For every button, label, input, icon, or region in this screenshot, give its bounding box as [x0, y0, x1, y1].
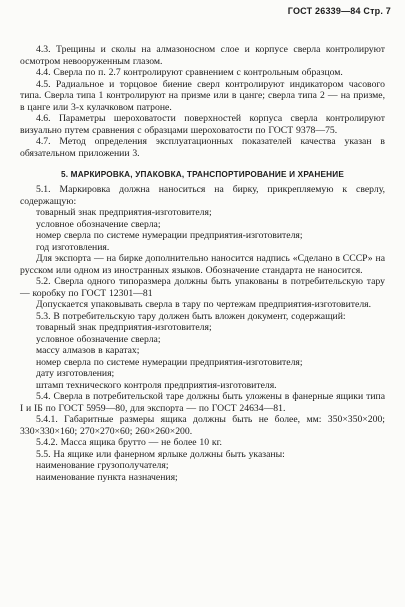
section-5-paragraph: Для экспорта — на бирке дополнительно наносится надпись «Сделано в СССР» на русском или одном из иностранных языков. Обозначение стандарта не наносится.	[20, 253, 385, 276]
section-5-paragraph: 5.1. Маркировка должна наноситься на бирку, прикрепляемую к сверлу, содержащую:	[20, 184, 385, 207]
section-5-paragraph: 5.4.2. Масса ящика брутто — не более 10 кг.	[36, 437, 222, 448]
section-5-paragraph: 5.5. На ящике или фанерном ярлыке должны быть указаны:	[36, 448, 285, 460]
section-5-paragraph: 5.2. Сверла одного типоразмера должны быть упакованы в потребительскую тару — коробку по ГОСТ 12301—81	[20, 276, 385, 299]
section-5-paragraph: номер сверла по системе нумерации предприятия-изготовителя;	[36, 356, 303, 368]
section-5-paragraph: товарный знак предприятия-изготовителя;	[36, 322, 212, 333]
document-body	[0, 44, 405, 607]
section-title: 5. МАРКИРОВКА, УПАКОВКА, ТРАНСПОРТИРОВАНИЕ И ХРАНЕНИЕ	[60, 170, 345, 179]
paragraph-4-7: 4.7. Метод определения эксплуатационных показателей качества указан в обязательном приложении 3.	[20, 136, 385, 159]
section-5-paragraph: товарный знак предприятия-изготовителя;	[36, 207, 212, 218]
paragraph-4-6: 4.6. Параметры шероховатости поверхностей корпуса сверла контролируют визуально путем сравнения с образцами шероховатости по ГОСТ 9378—75.	[20, 113, 385, 136]
section-5-paragraph: 5.3. В потребительскую тару должен быть вложен документ, содержащий:	[36, 310, 346, 322]
page-header: ГОСТ 26339—84 Стр. 7	[287, 6, 391, 16]
section-5-paragraph: 5.4. Сверла в потребительской таре должны быть уложены в фанерные ящики типа I и IБ по ГОСТ 5959—80, для экспорта — по ГОСТ 24634—81.	[20, 391, 385, 414]
section-5-paragraph: условное обозначение сверла;	[36, 333, 161, 345]
section-5-paragraph: 5.4.1. Габаритные размеры ящика должны быть не более, мм: 350×350×200; 330×330×160; 270×270×60; 260×260×200.	[20, 414, 385, 437]
paragraph-4-4: 4.4. Сверла по п. 2.7 контролируют сравнением с контрольным образцом.	[36, 67, 343, 78]
section-5-paragraph: год изготовления.	[36, 241, 110, 253]
paragraph-4-3: 4.3. Трещины и сколы на алмазоносном слое и корпусе сверла контролируют осмотром невооруженным глазом.	[20, 44, 385, 67]
section-5-paragraph: дату изготовления;	[36, 368, 115, 379]
section-5-paragraph: наименование грузополучателя;	[36, 460, 169, 471]
section-5-paragraph: номер сверла по системе нумерации предприятия-изготовителя;	[36, 230, 303, 241]
section-5-body	[0, 184, 405, 483]
section-5-paragraph: условное обозначение сверла;	[36, 218, 161, 230]
paragraph-4-5: 4.5. Радиальное и торцовое биение сверл контролируют индикатором часового типа. Сверла типа 1 контролируют на призме или в цанге; сверла типа 2 — на призме, в цанге или 3-х кулачковом патроне.	[20, 78, 385, 113]
section-5-paragraph: массу алмазов в каратах;	[36, 345, 140, 356]
section-5-paragraph: Допускается упаковывать сверла в тару по чертежам предприятия-изготовителя.	[36, 299, 372, 310]
section-5-paragraph: штамп технического контроля предприятия-изготовителя.	[36, 379, 277, 391]
section-5-paragraph: наименование пункта назначения;	[36, 471, 178, 483]
